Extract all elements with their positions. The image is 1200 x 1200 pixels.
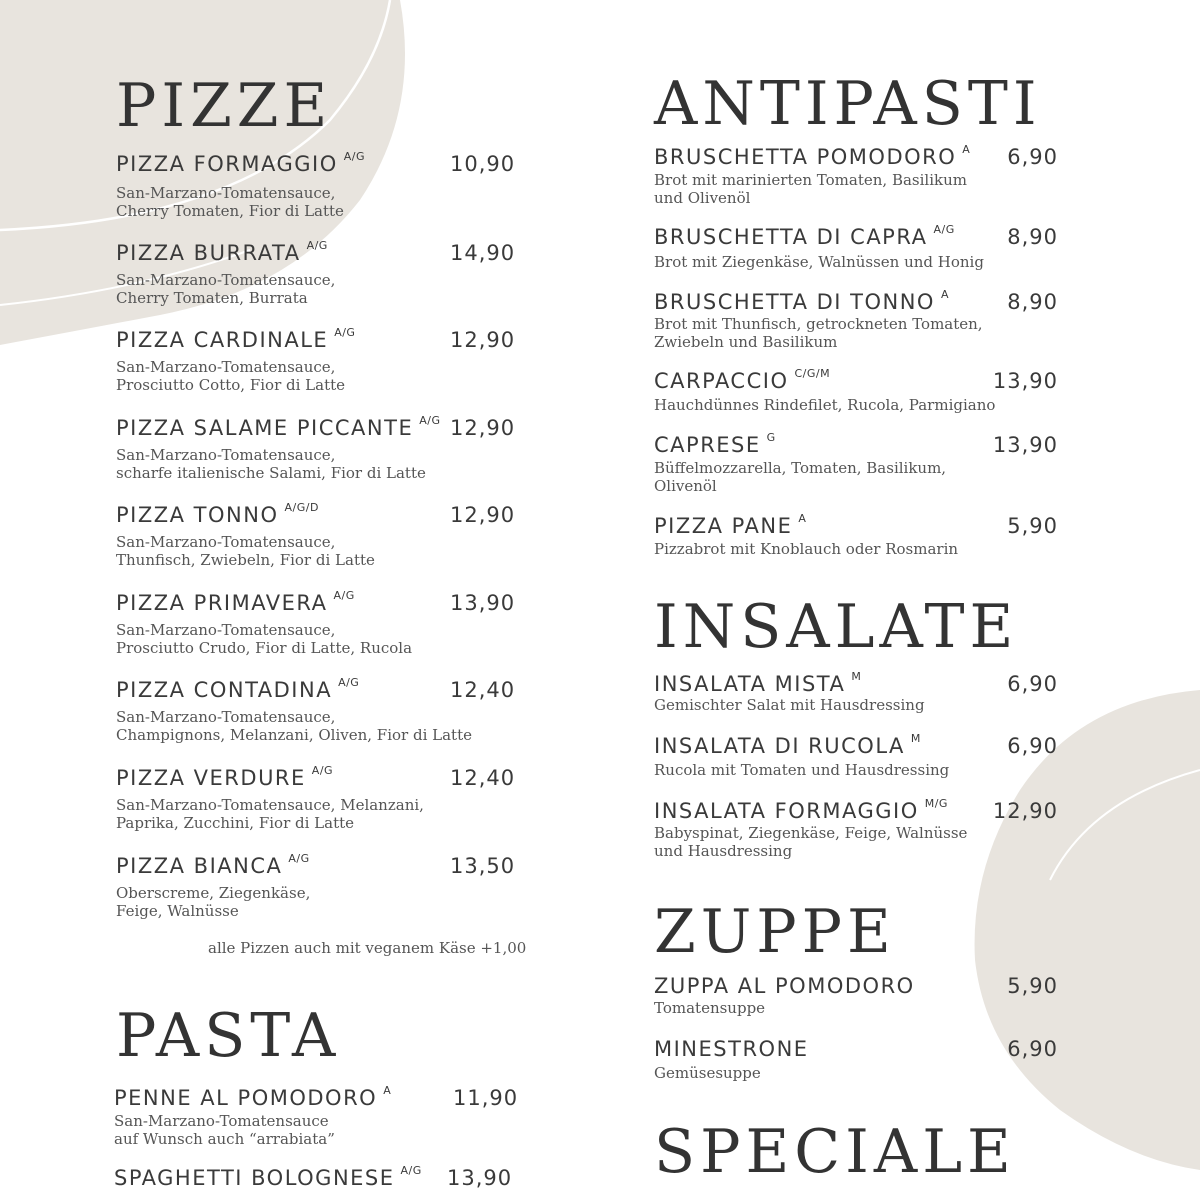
item-name: SPAGHETTI BOLOGNESE $^{A/G}$ — [114, 1166, 422, 1190]
item-name: PENNE AL POMODORO $^A$ — [114, 1084, 392, 1110]
item-price: 8,90 — [1007, 225, 1058, 249]
menu-item — [116, 589, 526, 657]
menu-item — [114, 1086, 524, 1146]
section-title-pizze: PIZZE — [116, 71, 333, 141]
menu-item — [654, 369, 1058, 429]
item-name: INSALATA DI RUCOLA $^M$ — [654, 732, 921, 758]
vegan-cheese-note: alle Pizzen auch mit veganem Käse +1,00 — [208, 939, 527, 957]
item-description: San-Marzano-Tomatensauce, scharfe italienische Salami, Fior di Latte — [116, 446, 426, 482]
menu-item — [654, 974, 1058, 1034]
item-price: 12,90 — [450, 503, 516, 527]
menu-item — [654, 290, 1058, 350]
item-description: Brot mit marinierten Tomaten, Basilikum und Olivenöl — [654, 171, 967, 207]
item-name: PIZZA BIANCA $^{A/G}$ — [116, 852, 310, 878]
item-price: 13,90 — [992, 433, 1058, 457]
allergen-codes: A/G — [288, 852, 310, 865]
menu-item — [116, 414, 526, 482]
item-description: Brot mit Ziegenkäse, Walnüssen und Honig — [654, 253, 984, 271]
section-title-zuppe: ZUPPE — [654, 897, 896, 967]
allergen-codes: A — [798, 512, 807, 525]
allergen-codes: A/G — [343, 150, 366, 163]
item-price: 12,90 — [992, 799, 1058, 823]
item-description: San-Marzano-Tomatensauce, Prosciutto Cotto, Fior di Latte — [116, 358, 346, 394]
allergen-codes: A/G — [311, 764, 334, 777]
item-name: PIZZA SALAME PICCANTE $^{A/G}$ — [116, 414, 441, 440]
item-name: INSALATA FORMAGGIO $^{M/G}$ — [654, 797, 948, 823]
menu-item — [116, 239, 526, 307]
item-description: San-Marzano-Tomatensauce, Thunfisch, Zwiebeln, Fior di Latte — [116, 533, 375, 569]
item-price: 6,90 — [1007, 672, 1058, 696]
menu-item — [116, 501, 526, 569]
item-name: BRUSCHETTA DI TONNO $^A$ — [654, 288, 949, 314]
item-name: PIZZA PRIMAVERA $^{A/G}$ — [116, 589, 355, 615]
allergen-codes: G — [766, 431, 776, 444]
item-price: 12,40 — [450, 766, 516, 790]
item-price: 13,90 — [992, 369, 1058, 393]
allergen-codes: A — [940, 288, 949, 301]
item-description: San-Marzano-Tomatensauce, Cherry Tomaten, Fior di Latte — [116, 184, 344, 220]
menu-item — [654, 225, 1058, 285]
menu-item — [116, 326, 526, 394]
menu-item — [654, 734, 1058, 794]
menu-item — [654, 672, 1058, 732]
allergen-codes: A/G — [333, 589, 355, 602]
item-name: ZUPPA AL POMODORO — [654, 974, 915, 998]
item-price: 12,40 — [450, 678, 516, 702]
item-description: Rucola mit Tomaten und Hausdressing — [654, 761, 950, 779]
item-name: PIZZA BURRATA $^{A/G}$ — [116, 239, 328, 265]
item-description: Brot mit Thunfisch, getrockneten Tomaten, Zwiebeln und Basilikum — [654, 315, 983, 351]
menu-item — [654, 145, 1058, 205]
allergen-codes: A/G/D — [284, 501, 319, 514]
item-description: San-Marzano-Tomatensauce, Prosciutto Crudo, Fior di Latte, Rucola — [116, 621, 413, 657]
menu-item — [654, 433, 1058, 493]
section-title-insalate: INSALATE — [654, 592, 1019, 662]
item-price: 12,90 — [450, 416, 516, 440]
item-price: 14,90 — [450, 241, 516, 265]
menu-item — [116, 764, 526, 832]
item-name: CAPRESE $^G$ — [654, 431, 776, 457]
menu-item — [654, 799, 1058, 859]
allergen-codes: C/G/M — [794, 367, 831, 380]
item-description: San-Marzano-Tomatensauce auf Wunsch auch “arrabiata” — [114, 1112, 335, 1148]
allergen-codes: M/G — [924, 797, 948, 810]
item-price: 10,90 — [450, 152, 516, 176]
item-name: CARPACCIO $^{C/G/M}$ — [654, 367, 831, 393]
item-price: 6,90 — [1007, 734, 1058, 758]
allergen-codes: A/G — [334, 326, 356, 339]
section-title-speciale: SPECIALE — [654, 1117, 1016, 1187]
item-price: 6,90 — [1007, 1037, 1058, 1061]
menu-item — [654, 1037, 1058, 1097]
allergen-codes: A/G — [338, 676, 360, 689]
item-description: San-Marzano-Tomatensauce, Melanzani, Paprika, Zucchini, Fior di Latte — [116, 796, 424, 832]
item-name: BRUSCHETTA POMODORO $^A$ — [654, 143, 971, 169]
allergen-codes: A/G — [400, 1166, 422, 1177]
menu-item — [654, 514, 1058, 574]
item-description: Gemüsesuppe — [654, 1064, 761, 1082]
item-description: Babyspinat, Ziegenkäse, Feige, Walnüsse und Hausdressing — [654, 824, 968, 860]
menu-item — [116, 852, 526, 920]
menu-item — [116, 150, 526, 220]
item-description: Oberscreme, Ziegenkäse, Feige, Walnüsse — [116, 884, 311, 920]
allergen-codes: M — [910, 732, 921, 745]
allergen-codes: M — [851, 670, 862, 683]
item-description: Hauchdünnes Rindefilet, Rucola, Parmigiano — [654, 396, 996, 414]
item-description: Gemischter Salat mit Hausdressing — [654, 696, 925, 714]
item-name: PIZZA FORMAGGIO $^{A/G}$ — [116, 150, 366, 176]
item-price: 5,90 — [1007, 974, 1058, 998]
item-name: PIZZA VERDURE $^{A/G}$ — [116, 764, 334, 790]
item-name: PIZZA TONNO $^{A/G/D}$ — [116, 501, 319, 527]
allergen-codes: A/G — [306, 239, 328, 252]
item-price: 6,90 — [1007, 145, 1058, 169]
item-name: BRUSCHETTA DI CAPRA $^{A/G}$ — [654, 223, 955, 249]
item-price: 5,90 — [1007, 514, 1058, 538]
allergen-codes: A — [962, 143, 971, 156]
menu-item — [116, 676, 526, 744]
item-description: Büffelmozzarella, Tomaten, Basilikum, Olivenöl — [654, 459, 947, 495]
item-description: San-Marzano-Tomatensauce, Cherry Tomaten, Burrata — [116, 271, 336, 307]
menu-item — [114, 1166, 524, 1200]
item-price: 12,90 — [450, 328, 516, 352]
item-description: Pizzabrot mit Knoblauch oder Rosmarin — [654, 540, 959, 558]
section-title-pasta: PASTA — [116, 1001, 341, 1071]
allergen-codes: A — [383, 1084, 392, 1097]
item-name: PIZZA PANE $^A$ — [654, 512, 807, 538]
item-name: MINESTRONE — [654, 1037, 809, 1061]
item-price: 11,90 — [453, 1086, 519, 1110]
section-title-antipasti: ANTIPASTI — [654, 69, 1042, 139]
item-price: 13,50 — [450, 854, 516, 878]
item-price: 13,90 — [447, 1166, 513, 1190]
item-name: PIZZA CARDINALE $^{A/G}$ — [116, 326, 356, 352]
item-name: INSALATA MISTA $^M$ — [654, 670, 862, 696]
item-description: Tomatensuppe — [654, 999, 766, 1017]
allergen-codes: A/G — [933, 223, 955, 236]
item-price: 8,90 — [1007, 290, 1058, 314]
item-description: San-Marzano-Tomatensauce, Champignons, Melanzani, Oliven, Fior di Latte — [116, 708, 472, 744]
allergen-codes: A/G — [419, 414, 441, 427]
item-price: 13,90 — [450, 591, 516, 615]
item-name: PIZZA CONTADINA $^{A/G}$ — [116, 676, 360, 702]
